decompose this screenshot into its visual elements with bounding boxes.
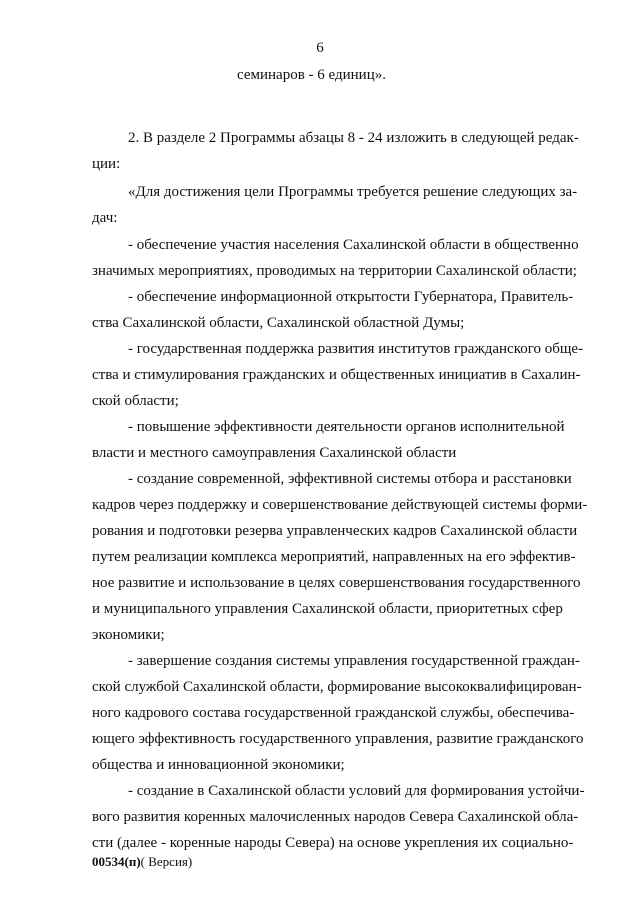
text-line: вого развития коренных малочисленных народов Севера Сахалинской обла- [92, 809, 579, 825]
text-line: ства и стимулирования гражданских и общественных инициатив в Сахалин- [92, 367, 581, 383]
text-line: власти и местного самоуправления Сахалинской области [92, 445, 457, 461]
list-item-line: - завершение создания системы управления государственной граждан- [128, 653, 580, 669]
text-line: общества и инновационной экономики; [92, 757, 345, 773]
list-item-line: - обеспечение информационной открытости Губернатора, Правитель- [128, 289, 574, 305]
document-version: ( Версия) [140, 854, 193, 869]
list-item-line: - создание в Сахалинской области условий для формирования устойчи- [128, 783, 585, 799]
text-line: ного кадрового состава государственной гражданской службы, обеспечива- [92, 705, 575, 721]
paragraph-2-line: 2. В разделе 2 Программы абзацы 8 - 24 изложить в следующей редак- [128, 130, 579, 146]
text-line: дач: [92, 210, 118, 226]
quote-start-line: «Для достижения цели Программы требуется решение следующих за- [128, 184, 578, 200]
text-line: экономики; [92, 627, 165, 643]
document-code: 00534(п) [92, 854, 141, 869]
list-item-line: - повышение эффективности деятельности органов исполнительной [128, 419, 565, 435]
list-item-line: - обеспечение участия населения Сахалинской области в общественно [128, 237, 579, 253]
text-line: сти (далее - коренные народы Севера) на основе укрепления их социально- [92, 835, 574, 851]
text-line: значимых мероприятиях, проводимых на территории Сахалинской области; [92, 263, 577, 279]
text-line: ции: [92, 156, 121, 172]
text-line: ской службой Сахалинской области, формирование высококвалифицирован- [92, 679, 582, 695]
text-line: ющего эффективность государственного управления, развитие гражданского [92, 731, 584, 747]
list-item-line: - создание современной, эффективной системы отбора и расстановки [128, 471, 572, 487]
document-footer [92, 854, 192, 870]
text-line: семинаров - 6 единиц». [237, 67, 386, 83]
page-number: 6 [316, 40, 324, 56]
text-line: ное развитие и использование в целях совершенствования государственного [92, 575, 581, 591]
text-line: путем реализации комплекса мероприятий, направленных на его эффектив- [92, 549, 576, 565]
text-line: ства Сахалинской области, Сахалинской областной Думы; [92, 315, 465, 331]
list-item-line: - государственная поддержка развития институтов гражданского обще- [128, 341, 584, 357]
text-line: рования и подготовки резерва управленческих кадров Сахалинской области [92, 523, 578, 539]
text-line: ской области; [92, 393, 179, 409]
text-line: кадров через поддержку и совершенствование действующей системы форми- [92, 497, 588, 513]
text-line: и муниципального управления Сахалинской области, приоритетных сфер [92, 601, 563, 617]
